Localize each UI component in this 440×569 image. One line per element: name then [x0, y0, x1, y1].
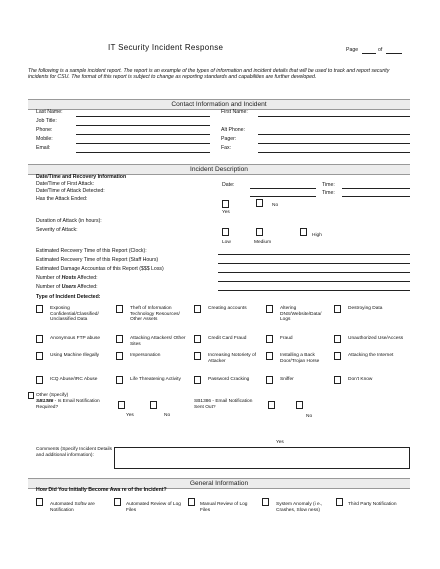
type-label: Attacking the Internet	[348, 353, 394, 358]
email-field[interactable]	[76, 152, 210, 153]
comments-textarea[interactable]	[114, 447, 410, 469]
type-label: ICQ Abuse/IRC Abuse	[50, 377, 98, 382]
fax-field[interactable]	[258, 152, 410, 153]
type-checkbox[interactable]	[194, 335, 201, 343]
last-name-field[interactable]	[76, 116, 210, 117]
time-first-attack-field[interactable]	[342, 188, 410, 189]
severity-label: Severity of Attack:	[36, 227, 78, 233]
type-label: Sniffer	[280, 377, 294, 382]
type-header: Type of Incident Detected:	[36, 294, 101, 300]
job-title-field[interactable]	[76, 125, 210, 126]
awareness-option-label: Third Party Notification	[348, 502, 397, 507]
type-checkbox[interactable]	[116, 376, 123, 384]
first-name-label: First Name:	[221, 109, 248, 115]
duration-label: Duration of Attack (in hours):	[36, 218, 102, 224]
awareness-option-checkbox[interactable]	[262, 498, 269, 506]
recovery-staff-field[interactable]	[218, 263, 410, 264]
awareness-option-checkbox[interactable]	[336, 498, 343, 506]
type-label: Destroying Data	[348, 306, 383, 311]
type-checkbox[interactable]	[266, 335, 273, 343]
awareness-question: How Did You Initially Become Awa re of the Incident?	[36, 487, 167, 493]
sb1386-required-yes-label: Yes	[126, 413, 134, 418]
date-first-attack-field[interactable]	[250, 188, 316, 189]
ended-no-checkbox[interactable]	[256, 199, 263, 207]
first-name-field[interactable]	[258, 116, 410, 117]
type-label: Unauthorized Use/Access	[348, 336, 404, 341]
date-label: Date:	[222, 182, 235, 188]
mobile-label: Mobile:	[36, 136, 53, 142]
sb1386-required-no-label: No	[164, 413, 171, 418]
awareness-option-checkbox[interactable]	[114, 498, 121, 506]
severity-high-checkbox[interactable]	[300, 228, 307, 236]
type-checkbox[interactable]	[116, 305, 123, 313]
type-checkbox[interactable]	[194, 376, 201, 384]
type-checkbox[interactable]	[36, 352, 43, 360]
type-label: Theft of Information Technology Resources/ Other Assets	[130, 306, 180, 323]
recovery-staff-label: Estimated Recovery Time of this Report (Staff Hours)	[36, 257, 159, 263]
fax-label: Fax:	[221, 145, 232, 151]
sb1386-required-yes-checkbox[interactable]	[118, 401, 125, 409]
section-description: Incident Description	[28, 164, 410, 175]
severity-low-label: Low	[222, 240, 231, 245]
type-label: Creating accounts	[208, 306, 247, 311]
type-checkbox[interactable]	[36, 376, 43, 384]
type-checkbox[interactable]	[334, 335, 341, 343]
sb1386-required-label: SB1386 - Is Email Notification Required?	[36, 399, 100, 410]
type-label: Credit Card Fraud	[208, 336, 247, 341]
type-checkbox[interactable]	[36, 335, 43, 343]
type-label: Altering DNS/Website/Data/ Logs	[280, 306, 322, 323]
mobile-field[interactable]	[76, 143, 210, 144]
type-checkbox[interactable]	[266, 376, 273, 384]
of-label: of	[378, 47, 383, 53]
job-title-label: Job Title:	[36, 118, 57, 124]
awareness-option-checkbox[interactable]	[36, 498, 43, 506]
alt-phone-label: Alt Phone:	[221, 127, 245, 133]
users-label: Number of Users Affected:	[36, 284, 98, 290]
type-checkbox[interactable]	[334, 305, 341, 313]
awareness-option-checkbox[interactable]	[188, 498, 195, 506]
sb1386-sent-yes-checkbox[interactable]	[268, 401, 275, 409]
damage-label: Estimated Damage Accountas of this Report ($$$ Loss)	[36, 266, 164, 272]
awareness-option-label: Manual Review of Log Files	[200, 502, 248, 513]
sb1386-sent-no-label: No	[306, 414, 313, 419]
intro-text: The following is a sample incident report. The report is an example of the types of information and incident details that will be used to track and report security incidents for CSU. The format of this report is subject to change as reporting standards and capabilities are further developed.	[28, 68, 390, 80]
page-number-field[interactable]	[362, 53, 376, 54]
type-label: Fraud	[280, 336, 293, 341]
type-label: Anonymous FTP abuse	[50, 336, 101, 341]
severity-low-checkbox[interactable]	[222, 228, 229, 236]
other-specify-checkbox[interactable]	[28, 392, 34, 399]
page-total-field[interactable]	[386, 53, 402, 54]
type-checkbox[interactable]	[116, 352, 123, 360]
type-label: Don't Know	[348, 377, 373, 382]
recovery-clock-field[interactable]	[218, 254, 410, 255]
first-attack-label: Date/Time of First Attack:	[36, 181, 95, 187]
type-checkbox[interactable]	[194, 352, 201, 360]
type-checkbox[interactable]	[36, 305, 43, 313]
type-label: Installing a Back Door/Trojan Horse	[280, 353, 320, 364]
severity-medium-label: Medium	[254, 240, 272, 245]
other-specify-label: Other (Specify)	[36, 393, 69, 398]
last-name-label: Last Name:	[36, 109, 63, 115]
section-contact: Contact Information and Incident	[28, 99, 410, 110]
pager-field[interactable]	[258, 143, 410, 144]
hosts-label: Number of Hosts Affected:	[36, 275, 98, 281]
sb1386-sent-label: SB1386 - Email Notification Sent Out?	[194, 399, 253, 410]
email-label: Email:	[36, 145, 51, 151]
severity-medium-checkbox[interactable]	[256, 228, 263, 236]
type-label: Increasing Notoriety of Attacker	[208, 353, 256, 364]
sb1386-required-no-checkbox[interactable]	[150, 401, 157, 409]
ended-yes-label: Yes	[222, 210, 230, 215]
users-field[interactable]	[218, 290, 410, 291]
ended-no-label: No	[272, 203, 279, 208]
type-checkbox[interactable]	[116, 335, 123, 343]
awareness-option-label: Automated Review of Log Files	[126, 502, 181, 513]
type-checkbox[interactable]	[194, 305, 201, 313]
type-checkbox[interactable]	[334, 376, 341, 384]
page-label: Page	[346, 47, 359, 53]
attack-ended-label: Has the Attack Ended:	[36, 196, 88, 202]
alt-phone-field[interactable]	[258, 134, 410, 135]
sb1386-sent-no-checkbox[interactable]	[296, 401, 303, 409]
time-label: Time:	[322, 182, 335, 188]
recovery-header: Date/Time and Recovery Information	[36, 174, 127, 180]
time-label-2: Time:	[322, 190, 335, 196]
awareness-option-label: System Anomaly (i e., Crashes, Slow ness)	[276, 502, 323, 513]
phone-label: Phone:	[36, 127, 53, 133]
date-detected-field[interactable]	[250, 196, 316, 197]
attack-detected-label: Date/Time of Attack Detected:	[36, 188, 105, 194]
phone-field[interactable]	[76, 134, 210, 135]
ended-yes-checkbox[interactable]	[222, 200, 229, 208]
damage-field[interactable]	[218, 272, 410, 273]
severity-high-label: High	[312, 233, 322, 238]
type-label: Exposing Confidential/Classified/ Unclassified Data	[50, 306, 99, 323]
form-title: IT Security Incident Response	[108, 43, 224, 52]
type-label: Password Cracking	[208, 377, 250, 382]
comments-label: Comments (Specify Incident Details and additional information):	[36, 447, 112, 458]
type-checkbox[interactable]	[266, 352, 273, 360]
comments-yes-label: Yes	[276, 440, 284, 445]
type-label: Attacking Attackers/ Other Sites	[130, 336, 186, 347]
recovery-clock-label: Estimated Recovery Time of this Report (Clock):	[36, 248, 147, 254]
type-checkbox[interactable]	[266, 305, 273, 313]
hosts-field[interactable]	[218, 281, 410, 282]
type-checkbox[interactable]	[334, 352, 341, 360]
time-detected-field[interactable]	[342, 196, 410, 197]
pager-label: Pager:	[221, 136, 237, 142]
type-label: Using Machine Illegally	[50, 353, 100, 358]
type-label: Impersonation	[130, 353, 161, 358]
type-label: Life Threatening Activity	[130, 377, 181, 382]
awareness-option-label: Automated Softw are Notification	[50, 502, 95, 513]
section-general: General Information	[28, 478, 410, 489]
